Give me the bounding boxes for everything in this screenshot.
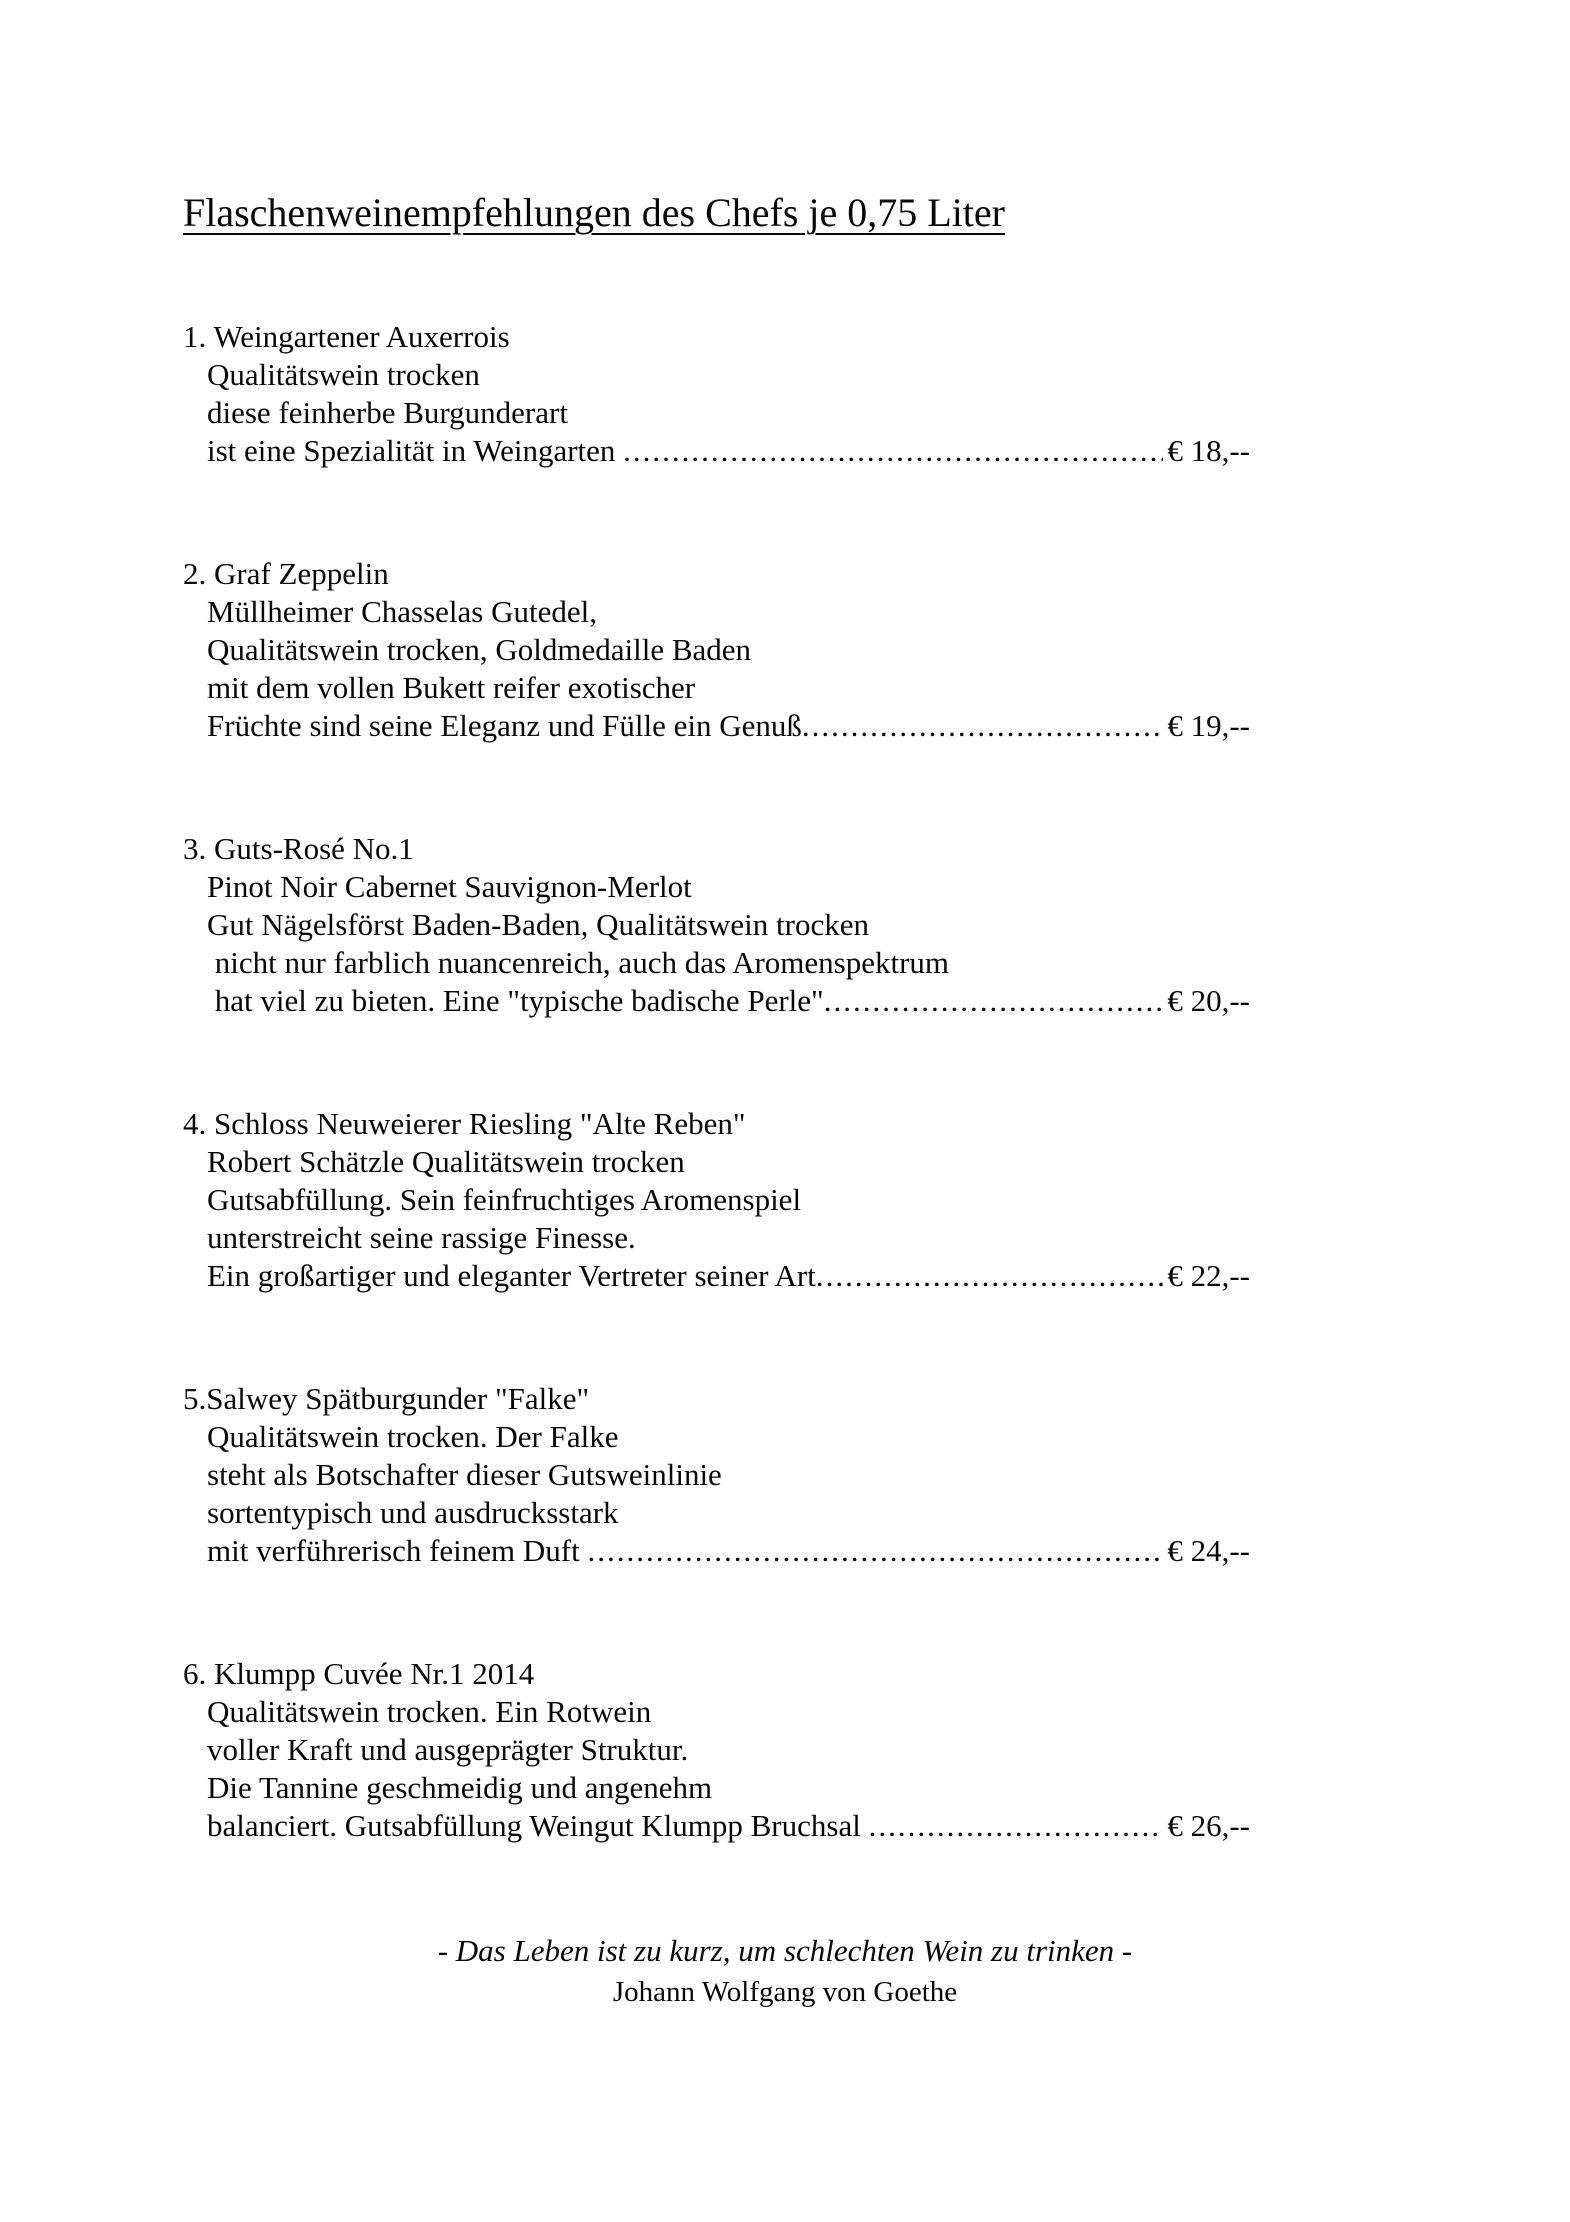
wine-entry-price: € 26,-- <box>1167 1808 1250 1843</box>
wine-description-line: Gutsabfüllung. Sein feinfruchtiges Aromenspiel <box>207 1182 802 1217</box>
wine-entry <box>183 318 1250 470</box>
wine-entry-price: € 22,-- <box>1167 1258 1250 1293</box>
wine-description-line: Qualitätswein trocken, Goldmedaille Baden <box>207 632 752 667</box>
wine-entry-price-row <box>183 432 1250 470</box>
wine-description-line: Qualitätswein trocken. Ein Rotwein <box>207 1694 652 1729</box>
wine-entry-heading: 4. Schloss Neuweierer Riesling "Alte Reben" <box>183 1106 746 1141</box>
wine-entry-heading: 1. Weingartener Auxerrois <box>183 319 510 354</box>
wine-description-line: mit dem vollen Bukett reifer exotischer <box>207 670 696 705</box>
wine-description-line: voller Kraft und ausgeprägter Struktur. <box>207 1732 689 1767</box>
wine-entry-price-row <box>183 707 1250 745</box>
footer-quote: - Das Leben ist zu kurz, um schlechten Wein zu trinken - <box>437 1933 1133 1968</box>
wine-entry-description <box>183 1418 1250 1532</box>
wine-entry-price-row <box>183 1257 1250 1295</box>
wine-entry-heading: 2. Graf Zeppelin <box>183 556 389 591</box>
dot-leader <box>587 1532 1163 1570</box>
wine-list <box>183 318 1250 1845</box>
wine-entry-price-line-text: balanciert. Gutsabfüllung Weingut Klumpp Bruchsal <box>207 1808 869 1843</box>
wine-entry <box>183 1105 1250 1295</box>
wine-description-line: sortentypisch und ausdrucksstark <box>207 1495 619 1530</box>
page-title: Flaschenweinempfehlungen des Chefs je 0,75 Liter <box>183 190 1005 235</box>
wine-entry-description <box>183 1693 1250 1807</box>
dot-leader <box>623 432 1163 470</box>
wine-description-line: nicht nur farblich nuancenreich, auch das Aromenspektrum <box>207 945 950 980</box>
wine-entry <box>183 830 1250 1020</box>
wine-description-line: Gut Nägelsförst Baden-Baden, Qualitätswein trocken <box>207 907 870 942</box>
wine-description-line: Müllheimer Chasselas Gutedel, <box>207 594 597 629</box>
wine-description-line: diese feinherbe Burgunderart <box>207 395 568 430</box>
wine-entry-price: € 18,-- <box>1167 433 1250 468</box>
wine-description-line: unterstreicht seine rassige Finesse. <box>207 1220 636 1255</box>
wine-entry-price-row <box>183 1532 1250 1570</box>
wine-entry-price-row <box>183 982 1250 1020</box>
wine-entry-heading: 3. Guts-Rosé No.1 <box>183 831 414 866</box>
dot-leader <box>824 982 1164 1020</box>
wine-description-line: Die Tannine geschmeidig und angenehm <box>207 1770 713 1805</box>
wine-entry-heading: 5.Salwey Spätburgunder "Falke" <box>183 1381 590 1416</box>
footer-author: Johann Wolfgang von Goethe <box>612 1976 958 2008</box>
wine-entry-price-row <box>183 1807 1250 1845</box>
wine-entry-price-line-text: mit verführerisch feinem Duft <box>207 1533 588 1568</box>
wine-description-line: Qualitätswein trocken <box>207 357 480 392</box>
wine-description-line: Qualitätswein trocken. Der Falke <box>207 1419 619 1454</box>
wine-entry-description <box>183 593 1250 707</box>
wine-entry-description <box>183 868 1250 982</box>
wine-description-line: steht als Botschafter dieser Gutsweinlinie <box>207 1457 722 1492</box>
wine-entry-description <box>183 356 1250 432</box>
wine-entry <box>183 555 1250 745</box>
wine-entry-price-line-text: Früchte sind seine Eleganz und Fülle ein Genuß <box>207 708 802 743</box>
wine-entry-price-line-text: hat viel zu bieten. Eine "typische badische Perle" <box>207 983 824 1018</box>
dot-leader <box>869 1807 1164 1845</box>
wine-entry <box>183 1380 1250 1570</box>
wine-entry <box>183 1655 1250 1845</box>
wine-entry-price: € 24,-- <box>1167 1533 1250 1568</box>
wine-description-line: Pinot Noir Cabernet Sauvignon-Merlot <box>207 869 692 904</box>
wine-entry-heading: 6. Klumpp Cuvée Nr.1 2014 <box>183 1656 535 1691</box>
wine-entry-price: € 20,-- <box>1167 983 1250 1018</box>
dot-leader <box>816 1257 1163 1295</box>
wine-entry-price-line-text: ist eine Spezialität in Weingarten <box>207 433 624 468</box>
wine-description-line: Robert Schätzle Qualitätswein trocken <box>207 1144 685 1179</box>
footer <box>0 1930 1570 2012</box>
wine-entry-price: € 19,-- <box>1167 708 1250 743</box>
wine-entry-description <box>183 1143 1250 1257</box>
wine-entry-price-line-text: Ein großartiger und eleganter Vertreter seiner Art <box>207 1258 816 1293</box>
dot-leader <box>802 707 1163 745</box>
